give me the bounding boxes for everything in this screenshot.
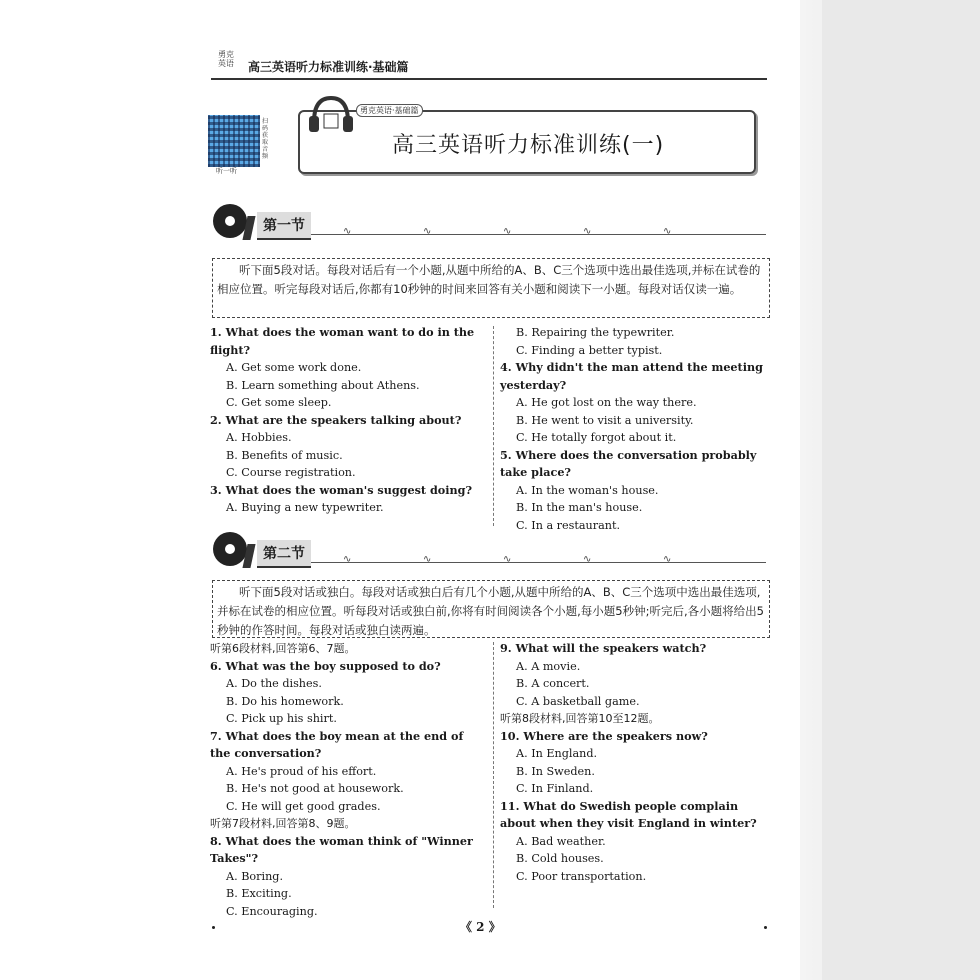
option: B. He's not good at housework.	[226, 782, 404, 795]
qr-side-text: 扫码获取音频	[262, 118, 269, 160]
option: C. He totally forgot about it.	[516, 431, 677, 444]
option: C. Course registration.	[226, 466, 356, 479]
publisher-mark	[211, 50, 241, 68]
option: B. A concert.	[516, 677, 590, 690]
question: 9. What will the speakers watch?	[500, 641, 707, 655]
question: 5. Where does the conversation probably take place?	[500, 447, 757, 479]
banner-tag: 勇克英语·基础篇	[356, 104, 423, 117]
section-2-left-column	[210, 640, 485, 920]
section-1-left-column	[210, 324, 485, 517]
running-header: 高三英语听力标准训练·基础篇	[248, 60, 409, 74]
option: C. Pick up his shirt.	[226, 712, 337, 725]
option: C. A basketball game.	[516, 694, 640, 708]
option: A. He's proud of his effort.	[226, 764, 377, 778]
option: B. Learn something about Athens.	[226, 378, 420, 392]
wave-icon: ∿	[503, 554, 512, 565]
option: C. Poor transportation.	[516, 869, 647, 883]
page-title: 高三英语听力标准训练(一)	[392, 133, 665, 158]
option: A. Do the dishes.	[226, 677, 322, 690]
material-note: 听第8段材料,回答第10至12题。	[500, 712, 660, 725]
option: A. Boring.	[226, 869, 283, 883]
wave-icon: ∿	[663, 226, 672, 237]
option: A. Bad weather.	[516, 834, 606, 848]
header-rule	[211, 78, 767, 80]
section-1-label: 第一节	[257, 212, 311, 240]
option: A. A movie.	[516, 659, 581, 673]
qr-caption: 听一听	[216, 167, 237, 175]
column-divider	[493, 326, 494, 526]
instruction-text: 听下面5段对话或独白。每段对话或独白后有几个小题,从题中所给的A、B、C三个选项中选出最佳选项,并标在试卷的相应位置。听每段对话或独白前,你将有时间阅读各个小题,每小题5秒钟;听完后,各小题将给出5秒钟的作答时间。每段对话或独白读两遍。	[217, 585, 764, 637]
option: A. Get some work done.	[226, 361, 362, 374]
question: 3. What does the woman's suggest doing?	[210, 482, 473, 497]
disc-icon	[213, 532, 247, 566]
option: C. Finding a better typist.	[516, 343, 663, 357]
option: A. Hobbies.	[226, 431, 292, 444]
option: B. Cold houses.	[516, 852, 604, 865]
section-1-instruction	[212, 258, 770, 318]
wave-icon: ∿	[583, 554, 592, 565]
section-2-right-column	[500, 640, 770, 885]
headphones-icon	[306, 92, 356, 134]
question: 7. What does the boy mean at the end of the conversation?	[210, 728, 464, 760]
page-number: 《 2 》	[460, 920, 501, 934]
wave-icon: ∿	[423, 226, 432, 237]
option: B. Exciting.	[226, 887, 292, 900]
option: B. Do his homework.	[226, 694, 344, 708]
publisher-mark-line1: 勇克	[218, 50, 234, 59]
material-note: 听第7段材料,回答第8、9题。	[210, 817, 356, 830]
instruction-text: 听下面5段对话。每段对话后有一个小题,从题中所给的A、B、C三个选项中选出最佳选项,并标在试卷的相应位置。听完每段对话后,你都有10秒钟的时间来回答有关小题和阅读下一小题。每段对话仅读一遍。	[217, 263, 761, 296]
publisher-mark-line2: 英语	[218, 59, 234, 68]
wave-icon: ∿	[343, 226, 352, 237]
option: A. He got lost on the way there.	[516, 396, 697, 409]
option: C. In Finland.	[516, 782, 594, 795]
question: 10. Where are the speakers now?	[500, 728, 708, 743]
footer-dot	[764, 926, 767, 929]
option: C. Get some sleep.	[226, 396, 332, 409]
wave-icon: ∿	[663, 554, 672, 565]
question: 2. What are the speakers talking about?	[210, 412, 462, 427]
option: B. Benefits of music.	[226, 448, 343, 462]
column-divider	[493, 642, 494, 908]
option: C. He will get good grades.	[226, 799, 381, 813]
option: B. Repairing the typewriter.	[516, 326, 675, 339]
wave-icon: ∿	[343, 554, 352, 565]
wave-icon: ∿	[423, 554, 432, 565]
section-rule	[311, 234, 766, 235]
wave-icon: ∿	[503, 226, 512, 237]
wave-icon: ∿	[583, 226, 592, 237]
question: 4. Why didn't the man attend the meeting yesterday?	[500, 360, 763, 392]
option: A. In the woman's house.	[516, 483, 659, 497]
section-2-label: 第二节	[257, 540, 311, 568]
section-2-header	[213, 532, 773, 576]
disc-icon	[213, 204, 247, 238]
option: C. Encouraging.	[226, 904, 318, 918]
question: 8. What does the woman think of "Winner Takes"?	[210, 833, 473, 865]
footer-dot	[212, 926, 215, 929]
section-rule	[311, 562, 766, 563]
qr-code[interactable]	[208, 115, 260, 167]
section-2-instruction	[212, 580, 770, 638]
option: B. He went to visit a university.	[516, 413, 694, 427]
option: B. In the man's house.	[516, 501, 643, 514]
section-1-right-column	[500, 324, 770, 534]
question: 1. What does the woman want to do in the flight?	[210, 325, 475, 357]
option: C. In a restaurant.	[516, 518, 621, 532]
option: B. In Sweden.	[516, 764, 595, 778]
section-1-header	[213, 204, 773, 248]
page-edge-shadow	[800, 0, 980, 980]
question: 11. What do Swedish people complain about when they visit England in winter?	[500, 798, 757, 830]
question: 6. What was the boy supposed to do?	[210, 658, 441, 673]
material-note: 听第6段材料,回答第6、7题。	[210, 642, 356, 655]
option: A. Buying a new typewriter.	[226, 501, 384, 514]
option: A. In England.	[516, 747, 598, 760]
